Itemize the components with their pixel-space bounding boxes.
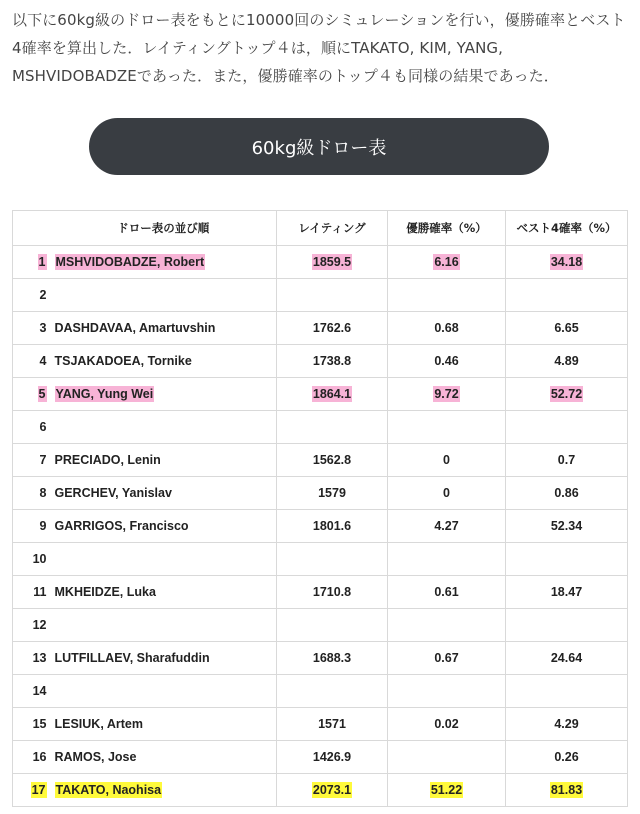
best4-probability-cell xyxy=(506,378,628,411)
row-number: 12 xyxy=(32,618,47,632)
player-name-cell xyxy=(51,576,277,609)
header-rating: レイティング xyxy=(277,211,388,246)
rating-value: 1426.9 xyxy=(312,750,352,764)
row-number: 14 xyxy=(32,684,47,698)
win-probability-cell xyxy=(388,576,506,609)
draw-table-button[interactable]: 60kg級ドロー表 xyxy=(89,118,549,175)
best4-probability-cell xyxy=(506,675,628,708)
player-name-cell xyxy=(51,543,277,576)
best4-probability-cell xyxy=(506,642,628,675)
best4-probability: 18.47 xyxy=(550,585,583,599)
rating-value-cell xyxy=(277,444,388,477)
best4-probability-cell xyxy=(506,411,628,444)
win-probability: 0.68 xyxy=(434,321,459,335)
rating-value: 1801.6 xyxy=(312,519,352,533)
win-probability-cell xyxy=(388,708,506,741)
simulation-table xyxy=(12,210,628,807)
player-name-cell xyxy=(51,642,277,675)
win-probability-cell xyxy=(388,642,506,675)
rating-value-cell xyxy=(277,279,388,312)
table-row xyxy=(13,279,628,312)
player-name: MSHVIDOBADZE, Robert xyxy=(55,255,205,269)
row-number: 5 xyxy=(38,387,46,401)
row-number: 7 xyxy=(39,453,47,467)
best4-probability: 4.89 xyxy=(554,354,579,368)
row-number-cell xyxy=(13,378,51,411)
best4-probability-cell xyxy=(506,609,628,642)
best4-probability-cell xyxy=(506,510,628,543)
rating-value-cell xyxy=(277,312,388,345)
rating-value-cell xyxy=(277,543,388,576)
row-number: 2 xyxy=(39,288,47,302)
row-number-cell xyxy=(13,543,51,576)
row-number-cell xyxy=(13,345,51,378)
win-probability-cell xyxy=(388,675,506,708)
rating-value: 1688.3 xyxy=(312,651,352,665)
rating-value-cell xyxy=(277,774,388,807)
win-probability-cell xyxy=(388,741,506,774)
win-probability: 0.67 xyxy=(434,651,459,665)
rating-value-cell xyxy=(277,345,388,378)
best4-probability: 24.64 xyxy=(550,651,583,665)
player-name-cell xyxy=(51,477,277,510)
best4-probability-cell xyxy=(506,708,628,741)
best4-probability-cell xyxy=(506,444,628,477)
rating-value-cell xyxy=(277,576,388,609)
best4-probability-cell xyxy=(506,246,628,279)
row-number-cell xyxy=(13,675,51,708)
best4-probability: 52.72 xyxy=(550,387,583,401)
win-probability: 4.27 xyxy=(434,519,459,533)
win-probability: 0 xyxy=(443,486,450,500)
table-header-row xyxy=(13,211,628,246)
row-number: 6 xyxy=(39,420,47,434)
row-number-cell xyxy=(13,510,51,543)
win-probability-cell xyxy=(388,345,506,378)
rating-value-cell xyxy=(277,675,388,708)
player-name-cell xyxy=(51,609,277,642)
best4-probability-cell xyxy=(506,345,628,378)
rating-value: 1864.1 xyxy=(312,387,352,401)
player-name-cell xyxy=(51,246,277,279)
rating-value-cell xyxy=(277,477,388,510)
table-row xyxy=(13,774,628,807)
win-probability: 0.61 xyxy=(434,585,459,599)
table-row xyxy=(13,741,628,774)
rating-value: 1710.8 xyxy=(312,585,352,599)
win-probability-cell xyxy=(388,609,506,642)
best4-probability-cell xyxy=(506,543,628,576)
win-probability: 51.22 xyxy=(430,783,463,797)
rating-value: 2073.1 xyxy=(312,783,352,797)
win-probability-cell xyxy=(388,477,506,510)
header-number xyxy=(13,211,51,246)
row-number: 13 xyxy=(32,651,47,665)
best4-probability: 0.26 xyxy=(554,750,579,764)
player-name: GARRIGOS, Francisco xyxy=(54,519,189,533)
best4-probability: 6.65 xyxy=(554,321,579,335)
player-name-cell xyxy=(51,774,277,807)
best4-probability: 52.34 xyxy=(550,519,583,533)
win-probability-cell xyxy=(388,411,506,444)
table-row xyxy=(13,378,628,411)
player-name-cell xyxy=(51,378,277,411)
win-probability-cell xyxy=(388,279,506,312)
player-name-cell xyxy=(51,708,277,741)
row-number: 17 xyxy=(31,783,46,797)
win-probability: 0.46 xyxy=(434,354,459,368)
row-number: 10 xyxy=(32,552,47,566)
header-best4-probability: ベスト4確率（%） xyxy=(506,211,628,246)
player-name: LESIUK, Artem xyxy=(54,717,143,731)
row-number-cell xyxy=(13,576,51,609)
table-row xyxy=(13,576,628,609)
player-name: TSJAKADOEA, Tornike xyxy=(54,354,192,368)
win-probability: 6.16 xyxy=(434,255,459,269)
player-name-cell xyxy=(51,444,277,477)
player-name-cell xyxy=(51,312,277,345)
best4-probability-cell xyxy=(506,477,628,510)
table-row xyxy=(13,543,628,576)
best4-probability-cell xyxy=(506,774,628,807)
row-number: 8 xyxy=(39,486,47,500)
best4-probability: 4.29 xyxy=(554,717,579,731)
win-probability-cell xyxy=(388,774,506,807)
player-name-cell xyxy=(51,510,277,543)
win-probability-cell xyxy=(388,510,506,543)
win-probability-cell xyxy=(388,246,506,279)
best4-probability-cell xyxy=(506,741,628,774)
best4-probability-cell xyxy=(506,576,628,609)
rating-value-cell xyxy=(277,411,388,444)
simulation-table-container xyxy=(12,210,627,807)
best4-probability: 0.7 xyxy=(557,453,576,467)
header-win-probability: 優勝確率（%） xyxy=(388,211,506,246)
table-row xyxy=(13,411,628,444)
row-number: 3 xyxy=(39,321,47,335)
player-name: LUTFILLAEV, Sharafuddin xyxy=(54,651,210,665)
row-number-cell xyxy=(13,477,51,510)
rating-value-cell xyxy=(277,246,388,279)
row-number: 9 xyxy=(39,519,47,533)
rating-value: 1571 xyxy=(318,717,346,731)
row-number: 11 xyxy=(33,585,47,599)
win-probability-cell xyxy=(388,378,506,411)
rating-value: 1762.6 xyxy=(312,321,352,335)
table-row xyxy=(13,477,628,510)
row-number: 16 xyxy=(32,750,47,764)
player-name: GERCHEV, Yanislav xyxy=(54,486,172,500)
row-number-cell xyxy=(13,642,51,675)
player-name: YANG, Yung Wei xyxy=(55,387,154,401)
table-row xyxy=(13,312,628,345)
player-name: DASHDAVAA, Amartuvshin xyxy=(54,321,216,335)
best4-probability: 0.86 xyxy=(554,486,579,500)
table-row xyxy=(13,642,628,675)
best4-probability-cell xyxy=(506,312,628,345)
rating-value: 1579 xyxy=(318,486,346,500)
rating-value-cell xyxy=(277,510,388,543)
row-number: 15 xyxy=(32,717,47,731)
row-number-cell xyxy=(13,246,51,279)
win-probability: 0.02 xyxy=(434,717,459,731)
player-name-cell xyxy=(51,741,277,774)
win-probability: 9.72 xyxy=(434,387,459,401)
rating-value-cell xyxy=(277,741,388,774)
player-name: TAKATO, Naohisa xyxy=(55,783,162,797)
player-name-cell xyxy=(51,675,277,708)
table-body xyxy=(13,246,628,807)
best4-probability: 81.83 xyxy=(550,783,583,797)
best4-probability: 34.18 xyxy=(550,255,583,269)
row-number-cell xyxy=(13,741,51,774)
table-row xyxy=(13,345,628,378)
table-row xyxy=(13,444,628,477)
rating-value-cell xyxy=(277,708,388,741)
player-name: RAMOS, Jose xyxy=(54,750,137,764)
win-probability-cell xyxy=(388,444,506,477)
header-draw-order: ドロー表の並び順 xyxy=(51,211,277,246)
table-row xyxy=(13,246,628,279)
rating-value-cell xyxy=(277,642,388,675)
win-probability-cell xyxy=(388,543,506,576)
win-probability-cell xyxy=(388,312,506,345)
rating-value-cell xyxy=(277,378,388,411)
rating-value: 1562.8 xyxy=(312,453,352,467)
rating-value-cell xyxy=(277,609,388,642)
win-probability: 0 xyxy=(443,453,450,467)
row-number-cell xyxy=(13,279,51,312)
row-number: 1 xyxy=(38,255,46,269)
rating-value: 1859.5 xyxy=(312,255,352,269)
intro-paragraph: 以下に60kg級のドロー表をもとに10000回のシミュレーションを行い，優勝確率とベスト4確率を算出した．レイティングトップ４は，順にTAKATO, KIM, YANG, MSHVIDOBADZEであった．また，優勝確率のトップ４も同様の結果であった． xyxy=(12,11,626,85)
player-name-cell xyxy=(51,279,277,312)
row-number-cell xyxy=(13,444,51,477)
row-number-cell xyxy=(13,312,51,345)
row-number: 4 xyxy=(39,354,47,368)
best4-probability-cell xyxy=(506,279,628,312)
table-row xyxy=(13,609,628,642)
rating-value: 1738.8 xyxy=(312,354,352,368)
player-name-cell xyxy=(51,411,277,444)
player-name-cell xyxy=(51,345,277,378)
player-name: MKHEIDZE, Luka xyxy=(54,585,156,599)
table-row xyxy=(13,708,628,741)
player-name: PRECIADO, Lenin xyxy=(54,453,161,467)
row-number-cell xyxy=(13,609,51,642)
row-number-cell xyxy=(13,411,51,444)
row-number-cell xyxy=(13,774,51,807)
table-row xyxy=(13,510,628,543)
table-row xyxy=(13,675,628,708)
row-number-cell xyxy=(13,708,51,741)
